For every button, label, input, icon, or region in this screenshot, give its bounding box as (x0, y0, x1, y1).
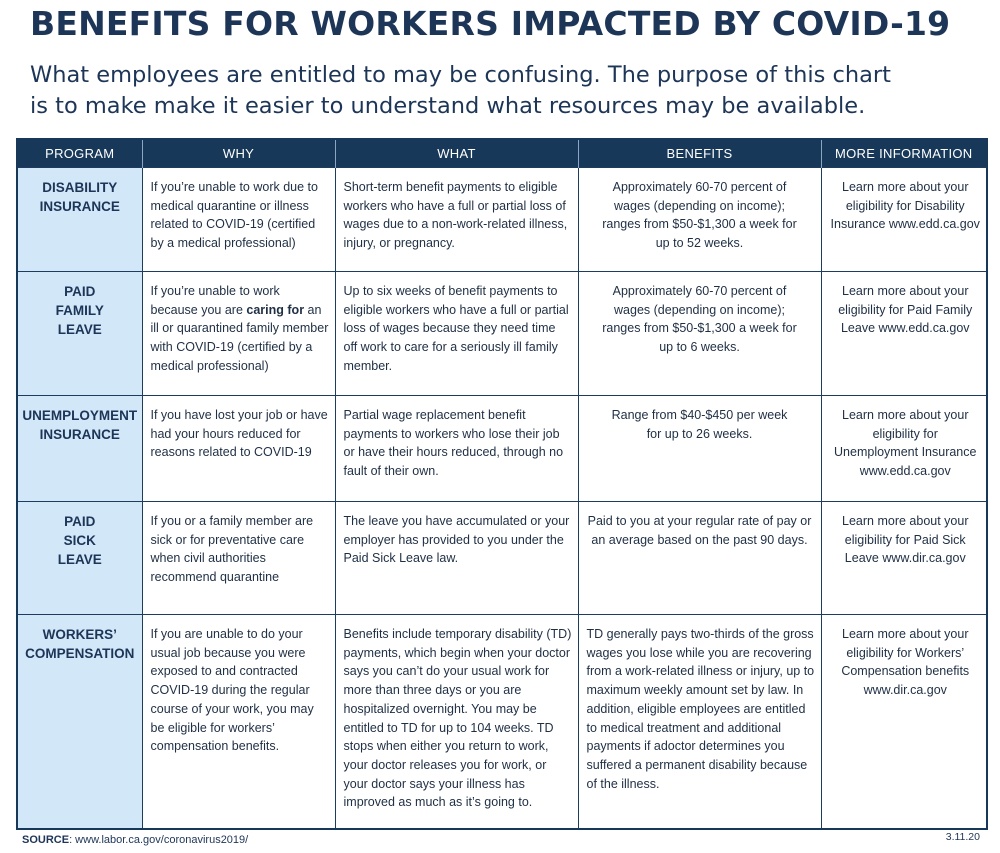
source-footer (22, 834, 248, 846)
why-cell (142, 272, 335, 396)
subtitle-line-1: What employees are entitled to may be confusing. The purpose of this chart (30, 62, 891, 88)
header-what: WHAT (335, 139, 578, 168)
program-name-line: LEAVE (57, 552, 102, 567)
program-name-line: COMPENSATION (25, 646, 135, 661)
table-header-row (17, 139, 987, 168)
benefits-cell: TD generally pays two-thirds of the gross wages you lose while you are recovering from a work-related illness or injury, up to maximum weekly amount set by law. In addition, eligible employees are entitled to medical treatment and additional payments if adoctor determines you suffered a permanent disability because of the illness. (578, 615, 821, 829)
benefits-cell: Paid to you at your regular rate of pay or an average based on the past 90 days. (578, 502, 821, 615)
program-name-line: PAID (64, 284, 96, 299)
why-text: If you’re unable to work because you are (150, 284, 280, 317)
more-info-cell: Learn more about your eligibility for Paid Family Leave www.edd.ca.gov (821, 272, 987, 396)
program-cell (17, 615, 142, 829)
page-title: BENEFITS FOR WORKERS IMPACTED BY COVID-19 (30, 4, 951, 43)
program-name-line: INSURANCE (39, 427, 120, 442)
program-name-line: UNEMPLOYMENT (22, 408, 138, 423)
source-url: : www.labor.ca.gov/coronavirus2019/ (69, 834, 249, 846)
header-why: WHY (142, 139, 335, 168)
program-name-line: INSURANCE (39, 199, 120, 214)
program-name-line: PAID (64, 514, 96, 529)
program-name-line: SICK (63, 533, 96, 548)
benefits-cell: Range from $40-$450 per week for up to 26 weeks. (578, 396, 821, 502)
program-cell (17, 168, 142, 272)
why-cell: If you or a family member are sick or for preventative care when civil authorities recommend quarantine (142, 502, 335, 615)
more-info-cell: Learn more about your eligibility for Workers’ Compensation benefits www.dir.ca.gov (821, 615, 987, 829)
more-info-cell: Learn more about your eligibility for Disability Insurance www.edd.ca.gov (821, 168, 987, 272)
what-cell: Short-term benefit payments to eligible workers who have a full or partial loss of wages due to a non-work-related illness, injury, or pregnancy. (335, 168, 578, 272)
more-info-cell: Learn more about your eligibility for Paid Sick Leave www.dir.ca.gov (821, 502, 987, 615)
table-row (17, 615, 987, 829)
what-cell: The leave you have accumulated or your employer has provided to you under the Paid Sick Leave law. (335, 502, 578, 615)
why-emphasis: caring for (246, 302, 305, 317)
table-row (17, 272, 987, 396)
what-cell: Partial wage replacement benefit payments to workers who lose their job or have their hours reduced, through no fault of their own. (335, 396, 578, 502)
why-text: an ill or quarantined family member with COVID-19 (certified by a medical professional) (150, 302, 329, 373)
program-cell (17, 396, 142, 502)
why-cell: If you have lost your job or have had your hours reduced for reasons related to COVID-19 (142, 396, 335, 502)
table-row (17, 396, 987, 502)
date-stamp: 3.11.20 (945, 831, 980, 843)
benefits-table (16, 138, 988, 830)
benefits-cell: Approximately 60-70 percent of wages (depending on income); ranges from $50-$1,300 a week for up to 52 weeks. (578, 168, 821, 272)
program-name-line: DISABILITY (42, 180, 118, 195)
header-program: PROGRAM (17, 139, 142, 168)
table-row (17, 502, 987, 615)
program-name-line: WORKERS’ (42, 627, 117, 642)
program-name-line: LEAVE (57, 322, 102, 337)
program-cell (17, 502, 142, 615)
what-cell: Up to six weeks of benefit payments to eligible workers who have a full or partial loss of wages because they need time off work to care for a seriously ill family member. (335, 272, 578, 396)
subtitle-line-2: is to make make it easier to understand what resources may be available. (30, 93, 866, 119)
page-subtitle (30, 60, 980, 122)
why-cell: If you’re unable to work due to medical quarantine or illness related to COVID-19 (certified by a medical professional) (142, 168, 335, 272)
benefits-cell: Approximately 60-70 percent of wages (depending on income); ranges from $50-$1,300 a week for up to 6 weeks. (578, 272, 821, 396)
source-label: SOURCE (22, 834, 70, 846)
header-benefits: BENEFITS (578, 139, 821, 168)
more-info-cell: Learn more about your eligibility for Unemployment Insurance www.edd.ca.gov (821, 396, 987, 502)
header-more-information: MORE INFORMATION (821, 139, 987, 168)
why-cell: If you are unable to do your usual job because you were exposed to and contracted COVID-19 during the regular course of your work, you may be eligible for workers’ compensation benefits. (142, 615, 335, 829)
program-name-line: FAMILY (55, 303, 104, 318)
program-cell (17, 272, 142, 396)
what-cell: Benefits include temporary disability (TD) payments, which begin when your doctor says you can’t do your usual work for more than three days or you are hospitalized overnight. You may be entitled to TD for up to 104 weeks. TD stops when either you return to work, your doctor releases you for work, or your doctor says your illness has improved as much as it’s going to. (335, 615, 578, 829)
table-row (17, 168, 987, 272)
